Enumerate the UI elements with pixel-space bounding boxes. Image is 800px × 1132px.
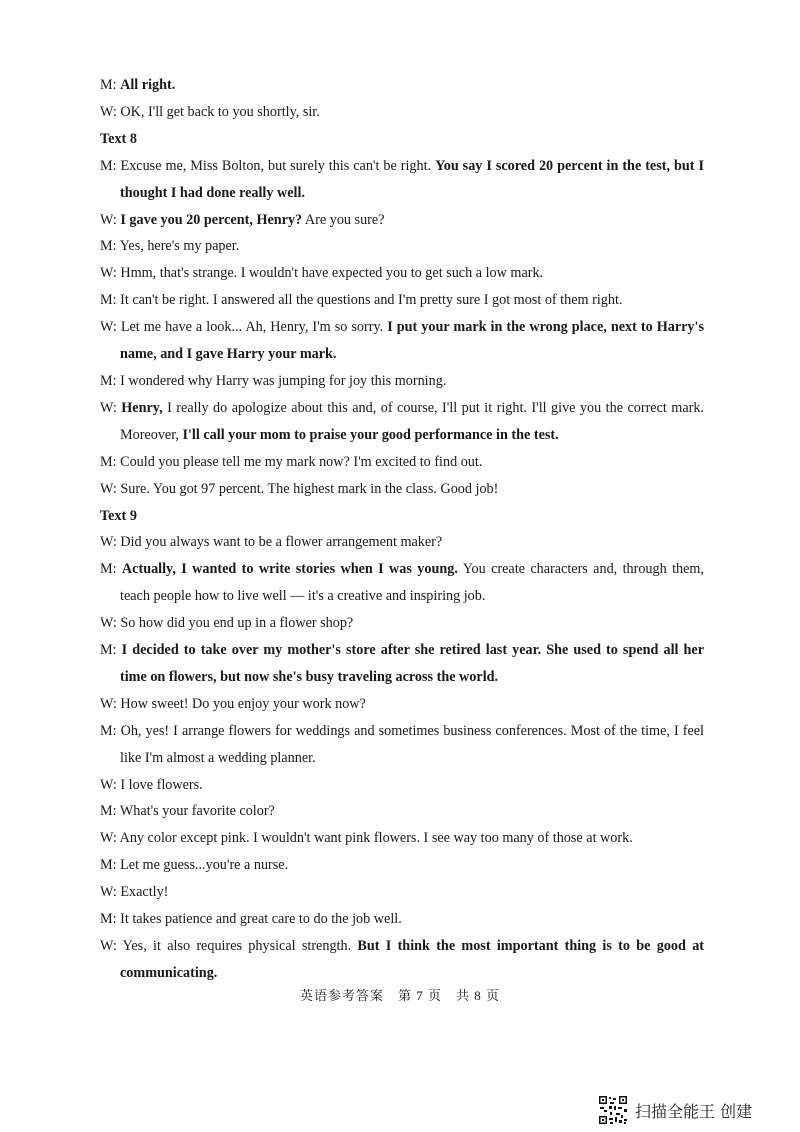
answer-highlight: You say I scored 20 percent in the test, but I thought I had done really well.	[120, 157, 704, 201]
page-footer: 英语参考答案 第 7 页 共 8 页	[299, 988, 500, 1003]
dialogue-line	[100, 825, 704, 852]
dialogue-text: M:	[100, 561, 122, 578]
listening-transcript	[100, 72, 704, 987]
dialogue-text: W:	[100, 399, 122, 416]
dialogue-text: W: Sure. You got 97 percent. The highest mark in the class. Good job!	[100, 480, 499, 497]
dialogue-text: Are you sure?	[302, 211, 385, 228]
dialogue-line	[100, 772, 704, 799]
dialogue-text: M: Excuse me, Miss Bolton, but surely this can't be right.	[100, 157, 436, 174]
dialogue-line	[100, 691, 704, 718]
dialogue-line	[100, 852, 704, 879]
dialogue-line	[100, 556, 704, 610]
dialogue-text: W: I love flowers.	[100, 776, 203, 793]
dialogue-text: W: Exactly!	[100, 884, 169, 901]
dialogue-text: M: Could you please tell me my mark now? I'm excited to find out.	[100, 453, 483, 470]
dialogue-line	[100, 449, 704, 476]
dialogue-line	[100, 368, 704, 395]
answer-highlight: I gave you 20 percent, Henry?	[120, 211, 303, 228]
watermark-text: 扫描全能王 创建	[635, 1101, 753, 1121]
qr-code-icon	[598, 1095, 628, 1125]
dialogue-text: I really do apologize about this and, of course, I'll put it right. I'll give you the correct mark. Moreover,	[120, 399, 704, 443]
dialogue-line	[100, 395, 704, 449]
dialogue-line	[100, 287, 704, 314]
scanner-watermark	[598, 1094, 752, 1126]
dialogue-text: W: Let me have a look... Ah, Henry, I'm so sorry.	[100, 319, 388, 336]
dialogue-line	[100, 798, 704, 825]
answer-highlight: But I think the most important thing is to be good at communicating.	[120, 938, 705, 981]
section-heading	[100, 503, 704, 530]
dialogue-line	[100, 718, 704, 772]
section-heading	[100, 126, 704, 153]
dialogue-text: M:	[100, 642, 122, 659]
dialogue-line	[100, 153, 704, 207]
dialogue-line	[100, 233, 704, 260]
dialogue-text: You create characters and, through them, teach people how to live well — it's a creative and inspiring job.	[120, 561, 704, 605]
answer-highlight: Actually, I wanted to write stories when I was young.	[121, 561, 458, 578]
answer-highlight: All right.	[120, 77, 176, 93]
dialogue-text: M: Oh, yes! I arrange flowers for weddings and sometimes business conferences. Most of the time, I feel like I'm almost a wedding planner.	[100, 722, 704, 766]
dialogue-line	[100, 99, 704, 126]
dialogue-text: M: It takes patience and great care to do the job well.	[100, 911, 402, 928]
answer-highlight: I decided to take over my mother's store after she retired last year. She used to spend all her time on flowers, but now she's busy traveling across the world.	[120, 642, 705, 685]
dialogue-text: W: So how did you end up in a flower shop?	[100, 615, 354, 632]
dialogue-line	[100, 476, 704, 503]
dialogue-line	[100, 207, 704, 234]
dialogue-text: W:	[100, 211, 121, 228]
dialogue-line	[100, 314, 704, 368]
dialogue-line	[100, 610, 704, 637]
dialogue-text: M: Let me guess...you're a nurse.	[100, 857, 289, 874]
dialogue-text: M: What's your favorite color?	[100, 803, 275, 820]
answer-highlight: I'll call your mom to praise your good performance in the test.	[182, 426, 559, 443]
dialogue-text: W: Yes, it also requires physical strength.	[100, 938, 358, 954]
dialogue-text: W: OK, I'll get back to you shortly, sir.	[100, 103, 320, 120]
dialogue-line	[100, 637, 704, 691]
dialogue-line	[100, 933, 704, 987]
dialogue-line	[100, 906, 704, 933]
answer-highlight: Henry,	[121, 399, 163, 416]
answer-highlight: I put your mark in the wrong place, next to Harry's name, and I gave Harry your mark.	[120, 319, 704, 363]
dialogue-text: M: It can't be right. I answered all the questions and I'm pretty sure I got most of them right.	[100, 292, 623, 309]
dialogue-text: W: Did you always want to be a flower arrangement maker?	[100, 534, 443, 551]
dialogue-text: W: Hmm, that's strange. I wouldn't have expected you to get such a low mark.	[100, 265, 544, 282]
dialogue-text: W: How sweet! Do you enjoy your work now?	[100, 695, 366, 712]
dialogue-text: Text 8	[100, 130, 137, 147]
dialogue-text: M: Yes, here's my paper.	[100, 238, 240, 255]
dialogue-text: M: I wondered why Harry was jumping for joy this morning.	[100, 372, 447, 389]
dialogue-text: M:	[100, 77, 121, 93]
dialogue-line	[100, 72, 704, 99]
dialogue-line	[100, 529, 704, 556]
dialogue-text: Text 9	[100, 507, 137, 524]
dialogue-line	[100, 879, 704, 906]
dialogue-text: W: Any color except pink. I wouldn't want pink flowers. I see way too many of those at work.	[100, 830, 633, 847]
dialogue-line	[100, 260, 704, 287]
